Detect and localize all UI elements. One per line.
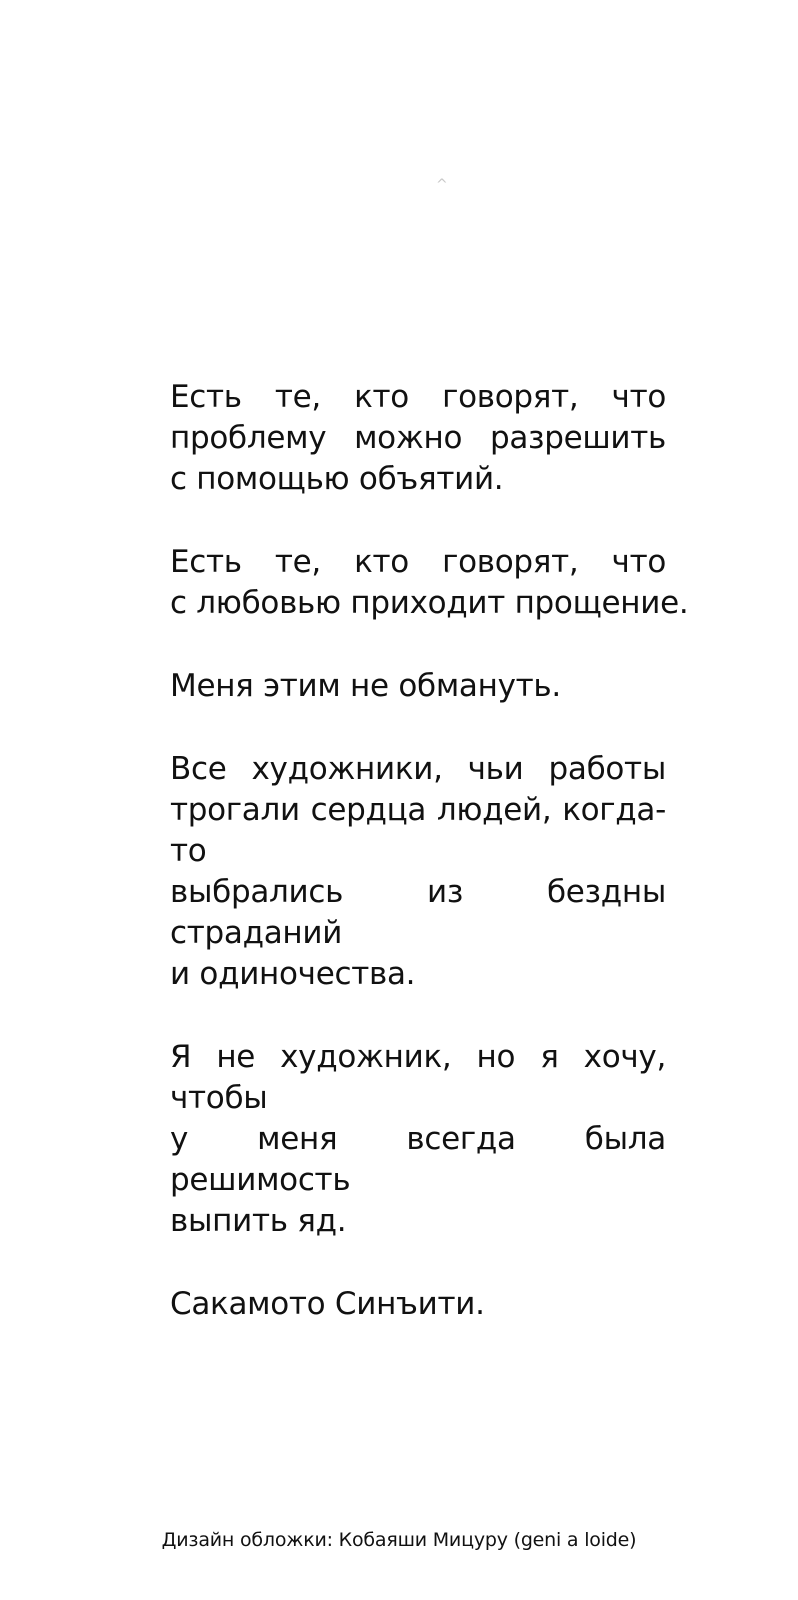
poem-line: выбрались из бездны страданий bbox=[170, 874, 666, 951]
poem-line: Меня этим не обмануть. bbox=[170, 668, 561, 704]
poem-line: Есть те, кто говорят, что bbox=[170, 544, 666, 580]
poem-line: трогали сердца людей, когда-то bbox=[170, 792, 666, 869]
poem-line: у меня всегда была решимость bbox=[170, 1121, 666, 1198]
stanza bbox=[170, 749, 666, 995]
cover-design-credit: Дизайн обложки: Кобаяши Мицуру (geni a loide) bbox=[161, 1529, 637, 1551]
poem-line: с помощью объятий. bbox=[170, 461, 504, 497]
poem-text bbox=[170, 377, 689, 1325]
stanza bbox=[170, 666, 666, 707]
poem-line: проблему можно разрешить bbox=[170, 420, 666, 456]
scan-mark: ^ bbox=[436, 177, 448, 193]
stanza bbox=[170, 542, 689, 624]
poem-line: Все художники, чьи работы bbox=[170, 751, 666, 787]
signature-stanza bbox=[170, 1284, 666, 1325]
author-signature: Сакамото Синъити. bbox=[170, 1286, 485, 1322]
stanza bbox=[170, 377, 666, 500]
poem-line: с любовью приходит прощение. bbox=[170, 585, 689, 621]
poem-line: Я не художник, но я хочу, чтобы bbox=[170, 1039, 666, 1116]
poem-line: выпить яд. bbox=[170, 1203, 347, 1239]
stanza bbox=[170, 1037, 666, 1242]
poem-line: и одиночества. bbox=[170, 956, 416, 992]
poem-line: Есть те, кто говорят, что bbox=[170, 379, 666, 415]
